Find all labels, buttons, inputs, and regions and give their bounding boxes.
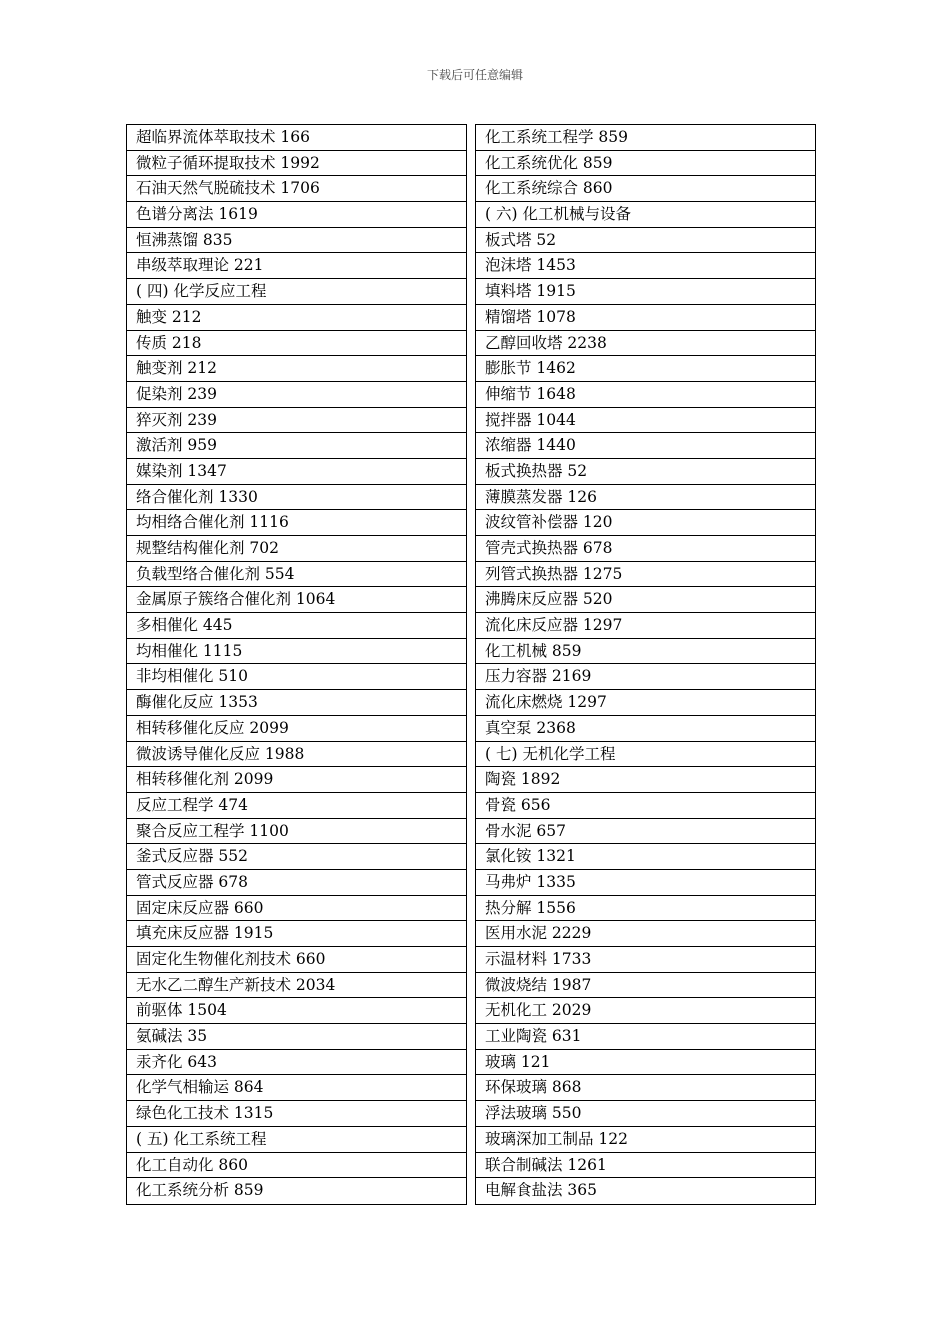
- index-entry: 板式塔 52: [476, 228, 815, 254]
- index-entry: 固定床反应器 660: [127, 896, 466, 922]
- index-entry: 联合制碱法 1261: [476, 1153, 815, 1179]
- index-entry: 微波诱导催化反应 1988: [127, 742, 466, 768]
- index-entry: 化工系统工程学 859: [476, 125, 815, 151]
- index-entry: 传质 218: [127, 331, 466, 357]
- index-entry: 恒沸蒸馏 835: [127, 228, 466, 254]
- index-entry: 促染剂 239: [127, 382, 466, 408]
- index-entry: 超临界流体萃取技术 166: [127, 125, 466, 151]
- index-entry: 均相络合催化剂 1116: [127, 510, 466, 536]
- index-entry: 沸腾床反应器 520: [476, 587, 815, 613]
- index-entry: 相转移催化反应 2099: [127, 716, 466, 742]
- index-entry: 非均相催化 510: [127, 664, 466, 690]
- index-entry: 陶瓷 1892: [476, 767, 815, 793]
- index-entry: 玻璃 121: [476, 1050, 815, 1076]
- index-entry: 色谱分离法 1619: [127, 202, 466, 228]
- index-entry: 流化床反应器 1297: [476, 613, 815, 639]
- index-entry: 化工系统优化 859: [476, 151, 815, 177]
- index-entry: 相转移催化剂 2099: [127, 767, 466, 793]
- index-entry: 氯化铵 1321: [476, 844, 815, 870]
- index-entry: 薄膜蒸发器 126: [476, 485, 815, 511]
- index-entry: 石油天然气脱硫技术 1706: [127, 176, 466, 202]
- index-entry: 化工自动化 860: [127, 1153, 466, 1179]
- index-entry: 电解食盐法 365: [485, 1181, 598, 1200]
- index-entry: 化学气相输运 864: [127, 1075, 466, 1101]
- page-header: 下载后可任意编辑: [426, 68, 523, 82]
- index-entry: 精馏塔 1078: [476, 305, 815, 331]
- left-index-table: [126, 124, 467, 1205]
- index-entry: 绿色化工技术 1315: [127, 1101, 466, 1127]
- index-entry: 汞齐化 643: [127, 1050, 466, 1076]
- index-entry: ( 四) 化学反应工程: [127, 279, 466, 305]
- index-entry: 流化床燃烧 1297: [476, 690, 815, 716]
- index-entry: 膨胀节 1462: [476, 356, 815, 382]
- index-entry: 微粒子循环提取技术 1992: [127, 151, 466, 177]
- index-entry: 无水乙二醇生产新技术 2034: [127, 973, 466, 999]
- index-entry: 氨碱法 35: [127, 1024, 466, 1050]
- index-entry: 媒染剂 1347: [127, 459, 466, 485]
- index-entry: 填料塔 1915: [476, 279, 815, 305]
- index-entry: 填充床反应器 1915: [127, 921, 466, 947]
- index-entry: 波纹管补偿器 120: [476, 510, 815, 536]
- index-entry: 真空泵 2368: [476, 716, 815, 742]
- index-entry: 玻璃深加工制品 122: [476, 1127, 815, 1153]
- index-entry: 触变 212: [127, 305, 466, 331]
- index-entry: 反应工程学 474: [127, 793, 466, 819]
- index-entry: 示温材料 1733: [476, 947, 815, 973]
- index-entry: 多相催化 445: [127, 613, 466, 639]
- index-entry: 压力容器 2169: [476, 664, 815, 690]
- index-entry: ( 七) 无机化学工程: [476, 742, 815, 768]
- index-entry: ( 六) 化工机械与设备: [476, 202, 815, 228]
- index-entry: 络合催化剂 1330: [127, 485, 466, 511]
- index-entry: ( 五) 化工系统工程: [127, 1127, 466, 1153]
- index-entry: 负载型络合催化剂 554: [127, 562, 466, 588]
- index-entry: 规整结构催化剂 702: [127, 536, 466, 562]
- index-entry: 医用水泥 2229: [476, 921, 815, 947]
- index-entry: 激活剂 959: [127, 433, 466, 459]
- index-entry: 前驱体 1504: [127, 998, 466, 1024]
- index-entry: 马弗炉 1335: [476, 870, 815, 896]
- index-entry: 固定化生物催化剂技术 660: [127, 947, 466, 973]
- index-entry: 骨水泥 657: [476, 819, 815, 845]
- index-entry: 化工机械 859: [476, 639, 815, 665]
- index-entry: 热分解 1556: [476, 896, 815, 922]
- index-entry: 浓缩器 1440: [476, 433, 815, 459]
- index-entry: 聚合反应工程学 1100: [127, 819, 466, 845]
- index-entry: 乙醇回收塔 2238: [476, 331, 815, 357]
- index-entry: 金属原子簇络合催化剂 1064: [127, 587, 466, 613]
- index-entry: 管式反应器 678: [127, 870, 466, 896]
- index-entry: 化工系统分析 859: [136, 1181, 264, 1200]
- index-entry: 板式换热器 52: [476, 459, 815, 485]
- index-entry: 环保玻璃 868: [476, 1075, 815, 1101]
- index-entry: 无机化工 2029: [476, 998, 815, 1024]
- index-entry: 工业陶瓷 631: [476, 1024, 815, 1050]
- index-entry: 化工系统综合 860: [476, 176, 815, 202]
- index-entry: 浮法玻璃 550: [476, 1101, 815, 1127]
- index-entry: 伸缩节 1648: [476, 382, 815, 408]
- index-entry: 管壳式换热器 678: [476, 536, 815, 562]
- index-entry: 酶催化反应 1353: [127, 690, 466, 716]
- index-entry: 列管式换热器 1275: [476, 562, 815, 588]
- index-entry: 泡沫塔 1453: [476, 253, 815, 279]
- right-index-table: [475, 124, 816, 1205]
- index-entry: 均相催化 1115: [127, 639, 466, 665]
- index-entry: 骨瓷 656: [476, 793, 815, 819]
- index-entry: 触变剂 212: [127, 356, 466, 382]
- index-entry: 釜式反应器 552: [127, 844, 466, 870]
- index-entry: 串级萃取理论 221: [127, 253, 466, 279]
- index-entry: 猝灭剂 239: [127, 408, 466, 434]
- index-entry: 搅拌器 1044: [476, 408, 815, 434]
- index-entry: 微波烧结 1987: [476, 973, 815, 999]
